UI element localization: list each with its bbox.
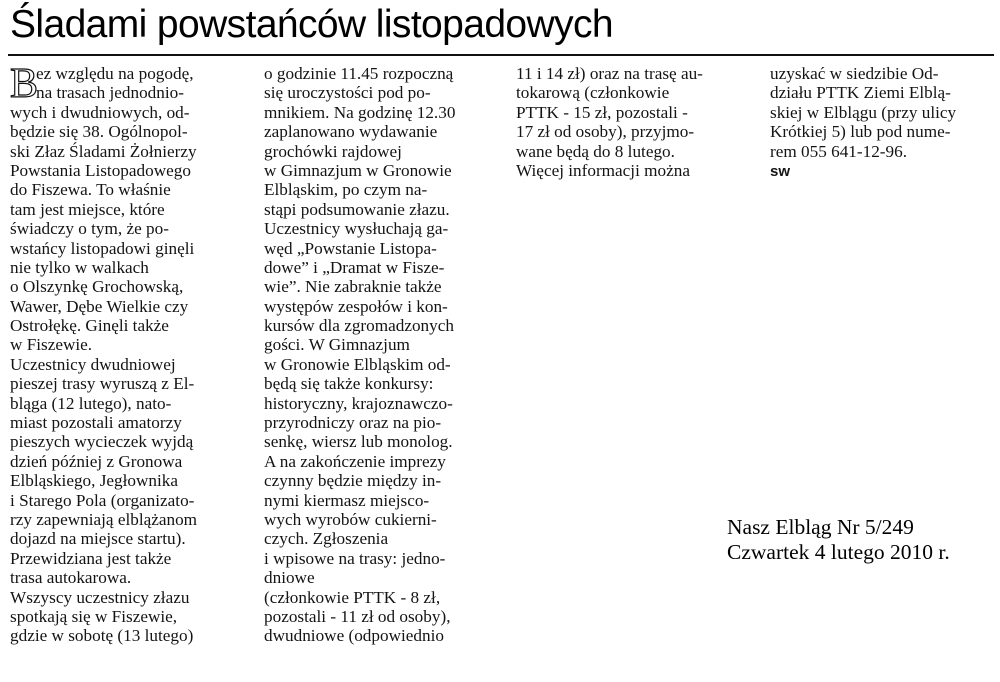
article-text-line: 11 i 14 zł) oraz na trasę au- (516, 64, 703, 83)
article-column-4 (770, 64, 1000, 181)
article-text-line: historyczny, krajoznawczo- (264, 393, 453, 413)
article-text-line: przyrodniczy oraz na pio- (264, 413, 442, 433)
article-text-line: pieszej trasy wyruszą z El- (10, 374, 195, 394)
article-text-line: o Olszynkę Grochowską, (10, 277, 184, 297)
article-text-line: uzyskać w siedzibie Od- (770, 64, 939, 83)
article-text-line: gości. W Gimnazjum (264, 335, 410, 355)
article-text-line: dojazd na miejsce startu). (10, 529, 186, 549)
article-text-line: węd „Powstanie Listopa- (264, 238, 437, 258)
article-text-line: Elbląskim, po czym na- (264, 180, 428, 200)
headline-rule (8, 54, 994, 56)
article-headline: Śladami powstańców listopadowych (10, 3, 613, 46)
article-text-line: w Gimnazjum w Gronowie (264, 160, 452, 180)
article-text-line: na trasach jednodnio- (36, 83, 184, 103)
article-text-line: występów zespołów i kon- (264, 296, 448, 316)
article-text-line: dzień później z Gronowa (10, 451, 183, 471)
article-text-line: Więcej informacji można (516, 160, 690, 180)
article-column-3 (516, 64, 748, 180)
article-text-line: (członkowie PTTK - 8 zł, (264, 587, 441, 607)
article-text-line: 17 zł od osoby), przyjmo- (516, 122, 695, 142)
article-text-line: do Fiszewa. To właśnie (10, 180, 171, 200)
article-text-line: Ostrołękę. Ginęli także (10, 316, 169, 336)
article-text-line: dwudniowe (odpowiednio (264, 626, 444, 646)
article-text-line: o godzinie 11.45 rozpoczną (264, 64, 454, 83)
article-text-line: rzy zapewniają elblążanom (10, 509, 198, 529)
article-text-line: grochówki rajdowej (264, 141, 402, 161)
source-citation (727, 515, 950, 565)
article-text-line: spotkają się w Fiszewie, (10, 606, 178, 626)
article-text-line: wych i dwudniowych, od- (10, 102, 190, 122)
article-text-line: Powstania Listopadowego (10, 160, 191, 180)
article-text-line: zaplanowano wydawanie (264, 122, 438, 142)
article-text-line: wane będą do 8 lutego. (516, 141, 675, 161)
article-text-line: mnikiem. Na godzinę 12.30 (264, 102, 456, 122)
article-text-line: Przewidziana jest także (10, 548, 172, 568)
article-text-line: gdzie w sobotę (13 lutego) (10, 626, 194, 646)
article-text-line: kursów dla zgromadzonych (264, 316, 454, 336)
article-text-line: i wpisowe na trasy: jedno- (264, 548, 446, 568)
article-text-line: tam jest miejsce, które (10, 199, 165, 219)
article-text-line: będzie się 38. Ogólnopol- (10, 122, 188, 142)
article-text-line: ski Złaz Śladami Żołnierzy (10, 141, 197, 161)
article-text-line: będą się także konkursy: (264, 374, 434, 394)
article-text-line: PTTK - 15 zł, pozostali - (516, 102, 688, 122)
drop-cap: B (10, 61, 39, 107)
article-text-line: tokarową (członkowie (516, 83, 670, 103)
article-text-line: miast pozostali amatorzy (10, 413, 182, 433)
article-text-line: Krótkiej 5) lub pod nume- (770, 122, 951, 142)
source-date: Czwartek 4 lutego 2010 r. (727, 540, 950, 564)
article-text-line: Elbląskiego, Jegłownika (10, 471, 179, 491)
article-text-line: i Starego Pola (organizato- (10, 490, 195, 510)
article-column-2 (264, 64, 496, 646)
article-text-line: wych wyrobów cukierni- (264, 509, 437, 529)
article-text-line: Uczestnicy wysłuchają ga- (264, 219, 449, 239)
article-text-line: Wawer, Dębe Wielkie czy (10, 296, 189, 316)
source-publication: Nasz Elbląg Nr 5/249 (727, 515, 914, 539)
article-text-line: wie”. Nie zabraknie także (264, 277, 442, 297)
author-signature: sw (770, 162, 791, 180)
article-text-line: nymi kiermasz miejsco- (264, 490, 430, 510)
article-text-line: ez względu na pogodę, (36, 64, 194, 83)
article-text-line: wstańcy listopadowi ginęli (10, 238, 195, 258)
article-text-line: działu PTTK Ziemi Elblą- (770, 83, 951, 103)
article-text-line: trasa autokarowa. (10, 568, 132, 588)
article-text-line: dniowe (264, 568, 315, 588)
article-text-line: w Fiszewie. (10, 335, 93, 355)
article-text-line: dowe” i „Dramat w Fisze- (264, 257, 445, 277)
article-text-line: pozostali - 11 zł od osoby), (264, 606, 451, 626)
article-text-line: świadczy o tym, że po- (10, 219, 169, 239)
article-text-line: się uroczystości pod po- (264, 83, 431, 103)
article-text-line: A na zakończenie imprezy (264, 451, 446, 471)
article-text-line: bląga (12 lutego), nato- (10, 393, 172, 413)
article-text-line: pieszych wycieczek wyjdą (10, 432, 194, 452)
article-text-line: stąpi podsumowanie złazu. (264, 199, 450, 219)
article-text-line: skiej w Elblągu (przy ulicy (770, 102, 957, 122)
article-text-line: czynny będzie między in- (264, 471, 442, 491)
article-text-line: rem 055 641-12-96. (770, 141, 907, 161)
article-column-1 (10, 61, 242, 646)
article-text-line: Wszyscy uczestnicy złazu (10, 587, 190, 607)
article-text-line: w Gronowie Elbląskim od- (264, 354, 451, 374)
article-text-line: nie tylko w walkach (10, 257, 149, 277)
article-text-line: Uczestnicy dwudniowej (10, 354, 176, 374)
article-text-line: czych. Zgłoszenia (264, 529, 389, 549)
article-text-line: senkę, wiersz lub monolog. (264, 432, 453, 452)
